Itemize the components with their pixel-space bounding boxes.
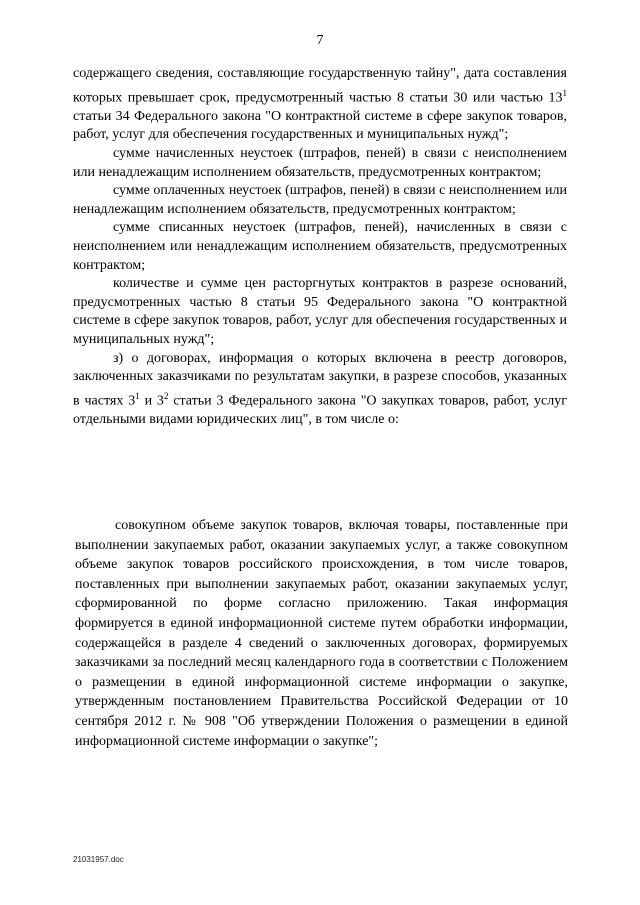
paragraph-accrued-penalties: сумме начисленных неустоек (штрафов, пеней) в связи с неисполнением или ненадлежащим исполнением обязательств, предусмотренных контрактом; [73, 146, 567, 180]
paragraph-written-off-penalties: сумме списанных неустоек (штрафов, пеней), начисленных в связи с неисполнением или ненадлежащим исполнением обязательств, предусмотренных контрактом; [73, 220, 567, 273]
paragraph-terminated-contracts: количестве и сумме цен расторгнутых контрактов в разрезе оснований, предусмотренных частью 8 статьи 95 Федерального закона "О контрактной системе в сфере закупок товаров, работ, услуг для обеспечения государственных и муниципальных нужд"; [73, 276, 567, 347]
text-run: и 3 [139, 393, 164, 409]
page-number: 7 [316, 33, 324, 48]
text-run: статьи 34 Федерального закона "О контрактной системе в сфере закупок товаров, работ, услуг для обеспечения государственных и муниципальных нужд"; [73, 108, 567, 143]
text-run: статьи 3 Федерального закона "О закупках товаров, работ, услуг отдельными видами юридических лиц", в том числе о: [73, 393, 567, 427]
text-block-lower [75, 516, 568, 751]
superscript: 1 [562, 87, 567, 98]
paragraph-paid-penalties: сумме оплаченных неустоек (штрафов, пеней) в связи с неисполнением или ненадлежащим исполнением обязательств, предусмотренных контрактом; [73, 183, 567, 217]
superscript: 1 [135, 390, 140, 401]
text-run: з) о договорах, информация о которых включена в реестр договоров, заключенных заказчиками по результатам закупки, в разрезе способов, указанных в частях 3 [73, 350, 567, 409]
paragraph-total-volume: совокупном объеме закупок товаров, включая товары, поставленные при выполнении закупаемых работ, оказании закупаемых услуг, а также совокупном объеме закупок товаров российского происхождения, в том числе товаров, поставленных при выполнении закупаемых работ, оказании закупаемых услуг, сформированной по форме согласно приложению. Такая информация формируется в единой информационной системе путем обработки информации, содержащейся в разделе 4 сведений о заключенных договорах, формируемых заказчиками за последний месяц календарного года в соответствии с Положением о размещении в единой информационной системе информации о закупке, утвержденным постановлением Правительства Российской Федерации от 10 сентября 2012 г. № 908 "Об утверждении Положения о размещении в единой информационной системе информации о закупке"; [75, 518, 568, 749]
text-run: содержащего сведения, составляющие государственную тайну", дата составления которых превышает срок, предусмотренный частью 8 статьи 30 или частью 13 [73, 66, 567, 106]
file-name-footer: 21031957.doc [73, 855, 124, 864]
superscript: 2 [163, 390, 169, 401]
text-block-upper [73, 65, 567, 430]
paragraph-z-contracts [73, 350, 567, 430]
paragraph-continuation [73, 65, 567, 145]
